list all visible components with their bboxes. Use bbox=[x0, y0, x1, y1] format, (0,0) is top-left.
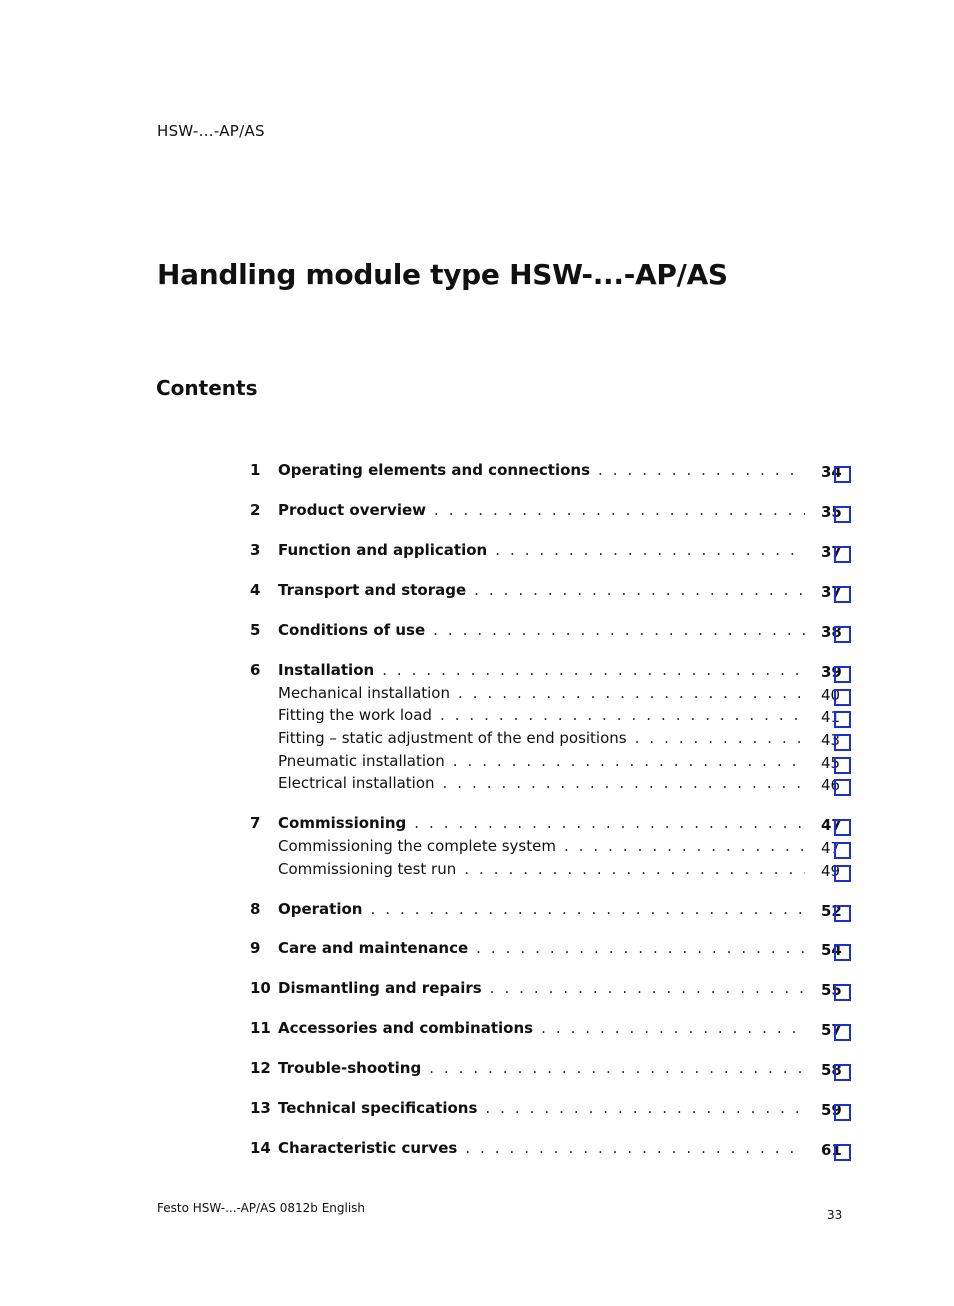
page-link-box[interactable] bbox=[834, 819, 851, 836]
dot-leader bbox=[453, 752, 805, 770]
page-link-box[interactable] bbox=[834, 865, 851, 882]
toc-entry-number: 5 bbox=[250, 621, 261, 639]
toc-entry[interactable] bbox=[250, 1019, 805, 1041]
toc-entry-label: Care and maintenance bbox=[278, 939, 469, 957]
toc-page-number: 54 bbox=[821, 941, 842, 959]
toc-entry-label: Conditions of use bbox=[278, 621, 426, 639]
toc-page-number: 59 bbox=[821, 1101, 842, 1119]
footer-document-info: Festo HSW-...-AP/AS 0812b English bbox=[157, 1201, 366, 1215]
toc-entry-number: 1 bbox=[250, 461, 261, 479]
toc-page-number: 41 bbox=[821, 708, 841, 726]
page-link-box[interactable] bbox=[834, 1024, 851, 1041]
toc-entry-number: 8 bbox=[250, 900, 261, 918]
page-link-box[interactable] bbox=[834, 711, 851, 728]
page-link-box[interactable] bbox=[834, 842, 851, 859]
toc-entry-number: 7 bbox=[250, 814, 261, 832]
toc-entry-number: 14 bbox=[250, 1139, 271, 1157]
dot-leader bbox=[541, 1019, 805, 1037]
toc-entry[interactable] bbox=[250, 1099, 805, 1121]
dot-leader bbox=[370, 900, 805, 918]
toc-entry-label: Fitting – static adjustment of the end positions bbox=[278, 729, 627, 747]
contents-heading: Contents bbox=[156, 376, 258, 400]
toc-entry-label: Transport and storage bbox=[278, 581, 467, 599]
toc-entry[interactable] bbox=[250, 814, 805, 836]
toc-entry-number: 12 bbox=[250, 1059, 271, 1077]
toc-entry[interactable] bbox=[250, 581, 805, 603]
toc-entry[interactable] bbox=[250, 752, 805, 774]
page-link-box[interactable] bbox=[834, 734, 851, 751]
toc-page-number: 45 bbox=[821, 754, 841, 772]
toc-entry-label: Accessories and combinations bbox=[278, 1019, 534, 1037]
toc-entry-label: Operation bbox=[278, 900, 363, 918]
toc-entry[interactable] bbox=[250, 1139, 805, 1161]
toc-entry-label: Electrical installation bbox=[278, 774, 435, 792]
dot-leader bbox=[433, 621, 805, 639]
toc-page-number: 38 bbox=[821, 623, 842, 641]
page-link-box[interactable] bbox=[834, 666, 851, 683]
toc-entry[interactable] bbox=[250, 1059, 805, 1081]
toc-entry-number: 10 bbox=[250, 979, 271, 997]
toc-entry-label: Pneumatic installation bbox=[278, 752, 445, 770]
toc-entry-label: Operating elements and connections bbox=[278, 461, 591, 479]
page-link-box[interactable] bbox=[834, 546, 851, 563]
toc-page-number: 49 bbox=[821, 862, 841, 880]
toc-entry-number: 6 bbox=[250, 661, 261, 679]
page-link-box[interactable] bbox=[834, 905, 851, 922]
toc-entry[interactable] bbox=[250, 939, 805, 961]
toc-entry-label: Characteristic curves bbox=[278, 1139, 458, 1157]
toc-entry[interactable] bbox=[250, 706, 805, 728]
toc-entry-label: Trouble-shooting bbox=[278, 1059, 422, 1077]
toc-entry-number: 4 bbox=[250, 581, 261, 599]
page-link-box[interactable] bbox=[834, 466, 851, 483]
dot-leader bbox=[464, 860, 805, 878]
page-link-box[interactable] bbox=[834, 506, 851, 523]
footer-page-number: 33 bbox=[827, 1208, 843, 1222]
dot-leader bbox=[434, 501, 805, 519]
dot-leader bbox=[598, 461, 805, 479]
toc-entry[interactable] bbox=[250, 501, 805, 523]
toc-page-number: 58 bbox=[821, 1061, 842, 1079]
toc-page-number: 55 bbox=[821, 981, 842, 999]
dot-leader bbox=[476, 939, 805, 957]
page-link-box[interactable] bbox=[834, 779, 851, 796]
page-link-box[interactable] bbox=[834, 1104, 851, 1121]
toc-entry-label: Commissioning test run bbox=[278, 860, 457, 878]
dot-leader bbox=[382, 661, 805, 679]
toc-entry[interactable] bbox=[250, 900, 805, 922]
dot-leader bbox=[429, 1059, 805, 1077]
dot-leader bbox=[443, 774, 805, 792]
dot-leader bbox=[495, 541, 805, 559]
document-title: Handling module type HSW-...-AP/AS bbox=[157, 258, 728, 291]
dot-leader bbox=[414, 814, 805, 832]
toc-entry[interactable] bbox=[250, 684, 805, 706]
toc-entry[interactable] bbox=[250, 837, 805, 859]
toc-entry[interactable] bbox=[250, 979, 805, 1001]
toc-page-number: 37 bbox=[821, 543, 842, 561]
toc-entry[interactable] bbox=[250, 860, 805, 882]
toc-entry-number: 13 bbox=[250, 1099, 271, 1117]
dot-leader bbox=[474, 581, 805, 599]
page-link-box[interactable] bbox=[834, 944, 851, 961]
toc-page-number: 57 bbox=[821, 1021, 842, 1039]
toc-page-number: 61 bbox=[821, 1141, 842, 1159]
toc-entry[interactable] bbox=[250, 774, 805, 796]
toc-page-number: 39 bbox=[821, 663, 842, 681]
dot-leader bbox=[490, 979, 805, 997]
toc-page-number: 47 bbox=[821, 839, 841, 857]
toc-entry-label: Installation bbox=[278, 661, 375, 679]
page-link-box[interactable] bbox=[834, 1064, 851, 1081]
dot-leader bbox=[635, 729, 805, 747]
page-link-box[interactable] bbox=[834, 626, 851, 643]
toc-entry-label: Technical specifications bbox=[278, 1099, 478, 1117]
page-link-box[interactable] bbox=[834, 1144, 851, 1161]
toc-entry-label: Mechanical installation bbox=[278, 684, 450, 702]
page-link-box[interactable] bbox=[834, 757, 851, 774]
toc-page-number: 47 bbox=[821, 816, 842, 834]
toc-entry-label: Product overview bbox=[278, 501, 427, 519]
toc-entry-label: Commissioning bbox=[278, 814, 407, 832]
page-link-box[interactable] bbox=[834, 984, 851, 1001]
toc-page-number: 40 bbox=[821, 686, 841, 704]
toc-entry[interactable] bbox=[250, 541, 805, 563]
toc-entry-number: 2 bbox=[250, 501, 261, 519]
toc-page-number: 52 bbox=[821, 902, 842, 920]
toc-entry[interactable] bbox=[250, 661, 805, 683]
toc-entry-label: Fitting the work load bbox=[278, 706, 432, 724]
running-header: HSW-...-AP/AS bbox=[157, 122, 265, 140]
page-link-box[interactable] bbox=[834, 689, 851, 706]
toc-entry-label: Function and application bbox=[278, 541, 488, 559]
dot-leader bbox=[458, 684, 805, 702]
toc-entry-number: 11 bbox=[250, 1019, 271, 1037]
toc-page-number: 35 bbox=[821, 503, 842, 521]
dot-leader bbox=[564, 837, 805, 855]
toc-entry[interactable] bbox=[250, 729, 805, 751]
dot-leader bbox=[440, 706, 805, 724]
toc-entry-label: Commissioning the complete system bbox=[278, 837, 556, 855]
dot-leader bbox=[485, 1099, 805, 1117]
toc-entry-label: Dismantling and repairs bbox=[278, 979, 482, 997]
toc-entry-number: 3 bbox=[250, 541, 261, 559]
toc-page-number: 46 bbox=[821, 776, 841, 794]
toc-entry-number: 9 bbox=[250, 939, 261, 957]
toc-page-number: 34 bbox=[821, 463, 842, 481]
toc-entry[interactable] bbox=[250, 621, 805, 643]
page-link-box[interactable] bbox=[834, 586, 851, 603]
dot-leader bbox=[465, 1139, 805, 1157]
toc-page-number: 43 bbox=[821, 731, 841, 749]
toc-entry[interactable] bbox=[250, 461, 805, 483]
toc-page-number: 37 bbox=[821, 583, 842, 601]
